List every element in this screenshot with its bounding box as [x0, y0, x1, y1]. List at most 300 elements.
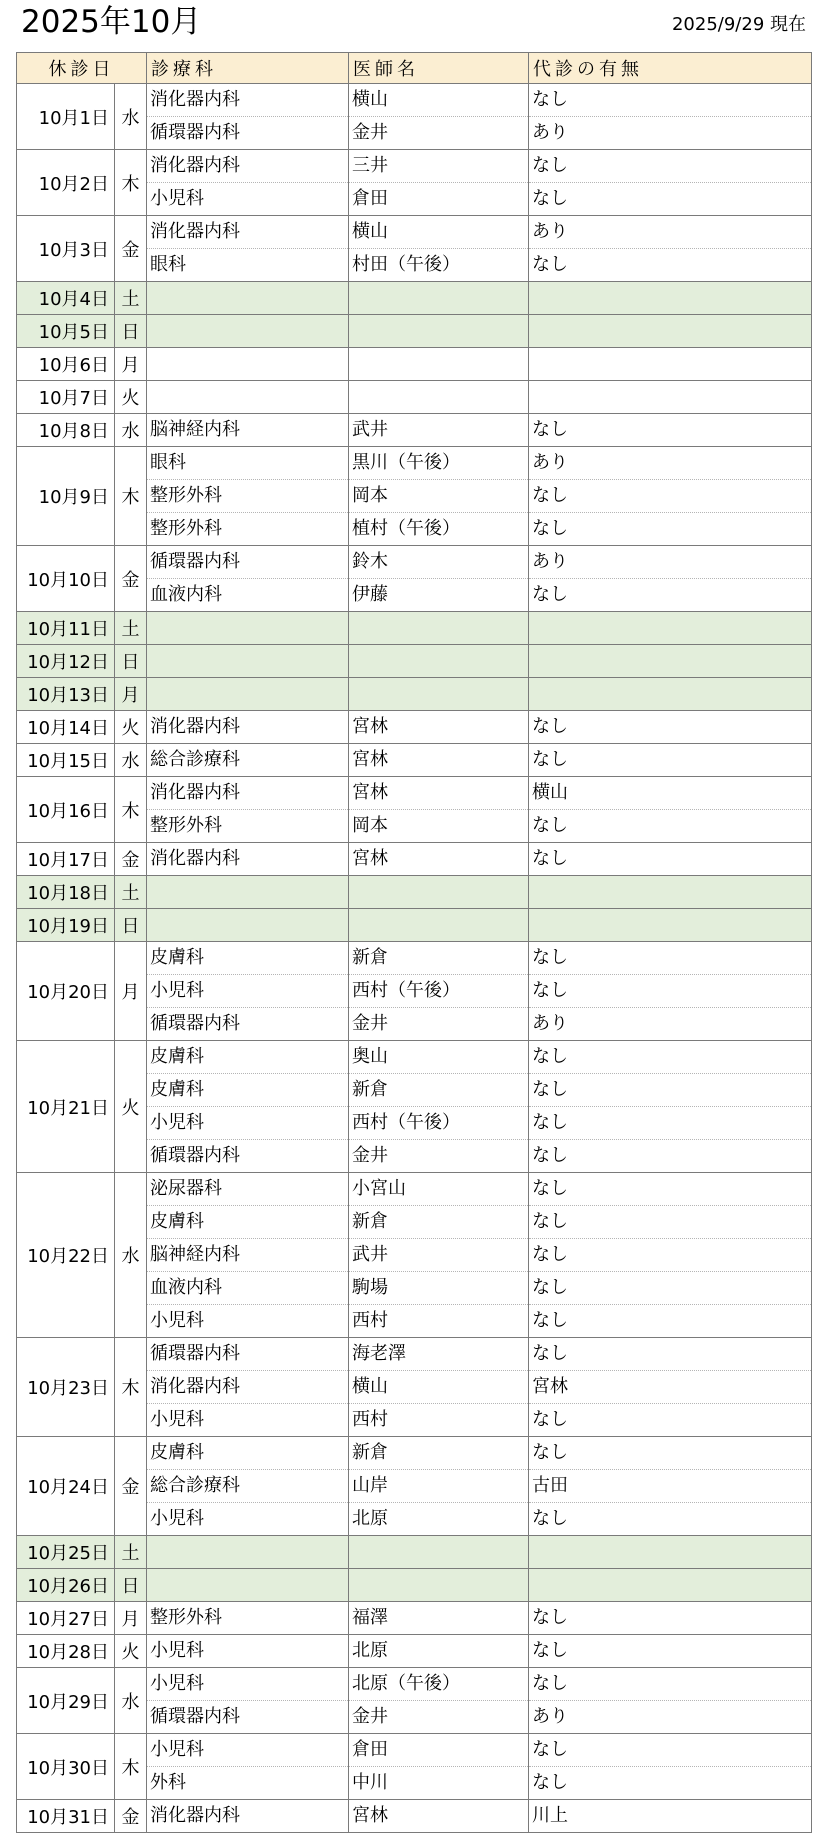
- substitute-status: なし: [529, 248, 811, 281]
- substitute-status: 川上: [532, 1805, 568, 1826]
- substitute-status: なし: [532, 1343, 568, 1364]
- substitute-status-cell: [529, 150, 812, 216]
- department-name-cell: [147, 645, 349, 678]
- substitute-status-cell: [529, 678, 812, 711]
- closure-date: 10月24日: [17, 1437, 115, 1536]
- header-date: 休診日: [17, 53, 147, 84]
- doctor-name: 鈴木: [352, 551, 388, 572]
- doctor-name: 金井: [349, 116, 528, 149]
- weekday: 水: [115, 84, 147, 150]
- weekday: 金: [115, 843, 147, 876]
- substitute-status: なし: [529, 1205, 811, 1238]
- table-row: [17, 876, 812, 909]
- substitute-status: なし: [529, 1766, 811, 1799]
- table-row: [17, 1635, 812, 1668]
- doctor-name: 駒場: [349, 1271, 528, 1304]
- substitute-status-cell: [529, 1437, 812, 1536]
- table-row: [17, 711, 812, 744]
- substitute-status: なし: [532, 1607, 568, 1628]
- department-name: 循環器内科: [147, 1700, 348, 1733]
- doctor-name: 宮林: [352, 1805, 388, 1826]
- weekday: 木: [115, 1734, 147, 1800]
- doctor-name-cell: [349, 744, 529, 777]
- doctor-name: 西村: [349, 1304, 528, 1337]
- department-name-cell: [147, 381, 349, 414]
- doctor-name-cell: [349, 1437, 529, 1536]
- substitute-status-cell: [529, 1536, 812, 1569]
- doctor-name: 福澤: [352, 1607, 388, 1628]
- closure-date: 10月19日: [17, 909, 115, 942]
- department-name-cell: [147, 1437, 349, 1536]
- department-name-cell: [147, 414, 349, 447]
- closure-date: 10月22日: [17, 1173, 115, 1338]
- substitute-status: なし: [529, 1304, 811, 1337]
- department-name-cell: [147, 348, 349, 381]
- weekday: 日: [115, 315, 147, 348]
- doctor-name: 岡本: [349, 479, 528, 512]
- table-row: [17, 282, 812, 315]
- doctor-name-cell: [349, 381, 529, 414]
- table-row: [17, 1668, 812, 1734]
- doctor-name: 宮林: [352, 749, 388, 770]
- closure-date: 10月5日: [17, 315, 115, 348]
- weekday: 土: [115, 612, 147, 645]
- department-name-cell: [147, 843, 349, 876]
- department-name: 循環器内科: [147, 1007, 348, 1040]
- weekday: 水: [115, 744, 147, 777]
- substitute-status-cell: [529, 546, 812, 612]
- weekday: 月: [115, 1602, 147, 1635]
- substitute-status: なし: [529, 1139, 811, 1172]
- doctor-name: 黒川（午後）: [352, 452, 460, 473]
- department-name: 小児科: [147, 1304, 348, 1337]
- department-name-cell: [147, 315, 349, 348]
- closure-date: 10月27日: [17, 1602, 115, 1635]
- substitute-status: 古田: [529, 1469, 811, 1502]
- department-name: 整形外科: [147, 512, 348, 545]
- as-of-date: 2025/9/29 現在: [671, 14, 806, 35]
- substitute-status: あり: [529, 116, 811, 149]
- closure-date: 10月13日: [17, 678, 115, 711]
- weekday: 月: [115, 348, 147, 381]
- department-name: 整形外科: [150, 1607, 222, 1628]
- department-name: 循環器内科: [150, 551, 240, 572]
- doctor-name-cell: [349, 282, 529, 315]
- closure-date: 10月3日: [17, 216, 115, 282]
- department-name: 小児科: [150, 1673, 204, 1694]
- substitute-status: なし: [529, 1502, 811, 1535]
- department-name: 循環器内科: [147, 116, 348, 149]
- doctor-name-cell: [349, 909, 529, 942]
- department-name-cell: [147, 711, 349, 744]
- substitute-status: なし: [532, 1673, 568, 1694]
- doctor-name: 横山: [349, 1370, 528, 1403]
- department-name: 小児科: [147, 974, 348, 1007]
- department-name: 皮膚科: [150, 1046, 204, 1067]
- department-name-cell: [147, 876, 349, 909]
- doctor-name: 新倉: [352, 947, 388, 968]
- doctor-name-cell: [349, 1041, 529, 1173]
- weekday: 日: [115, 645, 147, 678]
- weekday: 金: [115, 216, 147, 282]
- substitute-status-cell: [529, 414, 812, 447]
- doctor-name-cell: [349, 777, 529, 843]
- department-name: 整形外科: [147, 809, 348, 842]
- closure-date: 10月30日: [17, 1734, 115, 1800]
- substitute-status: なし: [532, 1178, 568, 1199]
- department-name: 外科: [147, 1766, 348, 1799]
- closure-date: 10月18日: [17, 876, 115, 909]
- doctor-name: 武井: [352, 419, 388, 440]
- substitute-status-cell: [529, 1668, 812, 1734]
- table-row: [17, 1173, 812, 1338]
- substitute-status: なし: [529, 809, 811, 842]
- substitute-status-cell: [529, 744, 812, 777]
- table-row: [17, 84, 812, 150]
- department-name-cell: [147, 1338, 349, 1437]
- substitute-status-cell: [529, 909, 812, 942]
- substitute-status-cell: [529, 1602, 812, 1635]
- doctor-name: 西村（午後）: [349, 1106, 528, 1139]
- department-name: 小児科: [147, 182, 348, 215]
- table-row: [17, 315, 812, 348]
- closure-date: 10月2日: [17, 150, 115, 216]
- doctor-name: 横山: [352, 221, 388, 242]
- department-name: 小児科: [147, 1403, 348, 1436]
- substitute-status: あり: [529, 1700, 811, 1733]
- department-name: 消化器内科: [150, 221, 240, 242]
- substitute-status: なし: [532, 1442, 568, 1463]
- department-name: 総合診療科: [147, 1469, 348, 1502]
- weekday: 土: [115, 1536, 147, 1569]
- substitute-status: なし: [532, 419, 568, 440]
- substitute-status: なし: [532, 947, 568, 968]
- department-name-cell: [147, 447, 349, 546]
- substitute-status-cell: [529, 348, 812, 381]
- department-name: 皮膚科: [150, 1442, 204, 1463]
- doctor-name-cell: [349, 942, 529, 1041]
- doctor-name: 新倉: [349, 1073, 528, 1106]
- weekday: 金: [115, 1437, 147, 1536]
- department-name: 消化器内科: [150, 848, 240, 869]
- substitute-status-cell: [529, 381, 812, 414]
- doctor-name: 西村: [349, 1403, 528, 1436]
- department-name: 皮膚科: [150, 947, 204, 968]
- doctor-name: 金井: [349, 1007, 528, 1040]
- table-row: [17, 381, 812, 414]
- substitute-status: なし: [532, 848, 568, 869]
- substitute-status: なし: [529, 578, 811, 611]
- department-name-cell: [147, 1041, 349, 1173]
- department-name: 泌尿器科: [150, 1178, 222, 1199]
- substitute-status: なし: [529, 974, 811, 1007]
- weekday: 木: [115, 777, 147, 843]
- doctor-name-cell: [349, 1536, 529, 1569]
- weekday: 火: [115, 1635, 147, 1668]
- doctor-name-cell: [349, 1800, 529, 1833]
- table-row: [17, 1437, 812, 1536]
- table-row: [17, 942, 812, 1041]
- weekday: 月: [115, 942, 147, 1041]
- substitute-status: なし: [529, 512, 811, 545]
- doctor-name-cell: [349, 216, 529, 282]
- weekday: 木: [115, 150, 147, 216]
- substitute-status-cell: [529, 447, 812, 546]
- weekday: 月: [115, 678, 147, 711]
- doctor-name-cell: [349, 1668, 529, 1734]
- substitute-status: なし: [532, 155, 568, 176]
- department-name: 消化器内科: [150, 782, 240, 803]
- header-doctor: 医師名: [349, 53, 529, 84]
- department-name-cell: [147, 84, 349, 150]
- table-row: [17, 414, 812, 447]
- substitute-status-cell: [529, 1635, 812, 1668]
- doctor-name-cell: [349, 1173, 529, 1338]
- doctor-name-cell: [349, 1338, 529, 1437]
- substitute-status-cell: [529, 1338, 812, 1437]
- substitute-status-cell: [529, 315, 812, 348]
- closure-date: 10月25日: [17, 1536, 115, 1569]
- department-name-cell: [147, 282, 349, 315]
- department-name: 小児科: [147, 1106, 348, 1139]
- department-name-cell: [147, 546, 349, 612]
- weekday: 金: [115, 1800, 147, 1833]
- substitute-status: あり: [529, 1007, 811, 1040]
- closure-schedule-table: [16, 52, 812, 1833]
- doctor-name-cell: [349, 1635, 529, 1668]
- department-name: 皮膚科: [147, 1073, 348, 1106]
- doctor-name: 海老澤: [352, 1343, 406, 1364]
- substitute-status-cell: [529, 1734, 812, 1800]
- weekday: 木: [115, 1338, 147, 1437]
- department-name-cell: [147, 612, 349, 645]
- doctor-name-cell: [349, 1602, 529, 1635]
- doctor-name-cell: [349, 84, 529, 150]
- department-name: 脳神経内科: [150, 419, 240, 440]
- doctor-name-cell: [349, 678, 529, 711]
- closure-date: 10月4日: [17, 282, 115, 315]
- table-row: [17, 1800, 812, 1833]
- substitute-status: 宮林: [529, 1370, 811, 1403]
- doctor-name-cell: [349, 447, 529, 546]
- closure-date: 10月6日: [17, 348, 115, 381]
- doctor-name: 宮林: [352, 716, 388, 737]
- department-name-cell: [147, 1602, 349, 1635]
- closure-date: 10月23日: [17, 1338, 115, 1437]
- doctor-name: 宮林: [352, 782, 388, 803]
- department-name: 眼科: [147, 248, 348, 281]
- weekday: 水: [115, 1668, 147, 1734]
- department-name-cell: [147, 942, 349, 1041]
- substitute-status-cell: [529, 612, 812, 645]
- substitute-status-cell: [529, 216, 812, 282]
- doctor-name: 伊藤: [349, 578, 528, 611]
- doctor-name: 金井: [349, 1700, 528, 1733]
- weekday: 水: [115, 414, 147, 447]
- substitute-status: 横山: [532, 782, 568, 803]
- substitute-status: なし: [529, 1106, 811, 1139]
- substitute-status-cell: [529, 1041, 812, 1173]
- department-name: 整形外科: [147, 479, 348, 512]
- table-row: [17, 645, 812, 678]
- substitute-status: なし: [532, 89, 568, 110]
- table-row: [17, 1041, 812, 1173]
- table-row: [17, 216, 812, 282]
- header-department: 診療科: [147, 53, 349, 84]
- table-row: [17, 777, 812, 843]
- closure-date: 10月31日: [17, 1800, 115, 1833]
- doctor-name: 奥山: [352, 1046, 388, 1067]
- substitute-status-cell: [529, 711, 812, 744]
- department-name: 総合診療科: [150, 749, 240, 770]
- substitute-status: なし: [532, 1739, 568, 1760]
- closure-date: 10月7日: [17, 381, 115, 414]
- department-name: 小児科: [147, 1502, 348, 1535]
- substitute-status-cell: [529, 645, 812, 678]
- closure-date: 10月12日: [17, 645, 115, 678]
- doctor-name: 植村（午後）: [349, 512, 528, 545]
- table-row: [17, 1536, 812, 1569]
- table-row: [17, 612, 812, 645]
- weekday: 火: [115, 1041, 147, 1173]
- department-name-cell: [147, 1800, 349, 1833]
- doctor-name-cell: [349, 711, 529, 744]
- doctor-name: 村田（午後）: [349, 248, 528, 281]
- table-row: [17, 909, 812, 942]
- closure-date: 10月17日: [17, 843, 115, 876]
- table-row: [17, 744, 812, 777]
- weekday: 日: [115, 909, 147, 942]
- doctor-name-cell: [349, 348, 529, 381]
- doctor-name: 横山: [352, 89, 388, 110]
- closure-date: 10月14日: [17, 711, 115, 744]
- substitute-status: なし: [532, 1640, 568, 1661]
- doctor-name: 三井: [352, 155, 388, 176]
- weekday: 土: [115, 876, 147, 909]
- page-header: [0, 0, 826, 52]
- closure-date: 10月26日: [17, 1569, 115, 1602]
- closure-date: 10月28日: [17, 1635, 115, 1668]
- department-name: 循環器内科: [150, 1343, 240, 1364]
- weekday: 木: [115, 447, 147, 546]
- schedule-body: [17, 84, 812, 1833]
- closure-date: 10月11日: [17, 612, 115, 645]
- substitute-status: あり: [532, 452, 568, 473]
- substitute-status-cell: [529, 777, 812, 843]
- weekday: 金: [115, 546, 147, 612]
- table-row: [17, 678, 812, 711]
- table-row: [17, 546, 812, 612]
- department-name: 小児科: [150, 1640, 204, 1661]
- substitute-status: なし: [532, 1046, 568, 1067]
- doctor-name-cell: [349, 645, 529, 678]
- substitute-status: なし: [529, 479, 811, 512]
- department-name: 消化器内科: [150, 155, 240, 176]
- doctor-name: 倉田: [349, 182, 528, 215]
- doctor-name: 北原: [352, 1640, 388, 1661]
- department-name: 小児科: [150, 1739, 204, 1760]
- department-name: 消化器内科: [150, 89, 240, 110]
- weekday: 日: [115, 1569, 147, 1602]
- doctor-name: 西村（午後）: [349, 974, 528, 1007]
- doctor-name: 北原（午後）: [352, 1673, 460, 1694]
- weekday: 水: [115, 1173, 147, 1338]
- doctor-name-cell: [349, 546, 529, 612]
- substitute-status: あり: [532, 551, 568, 572]
- doctor-name: 北原: [349, 1502, 528, 1535]
- closure-date: 10月29日: [17, 1668, 115, 1734]
- closure-date: 10月21日: [17, 1041, 115, 1173]
- substitute-status: あり: [532, 221, 568, 242]
- department-name-cell: [147, 1569, 349, 1602]
- department-name: 脳神経内科: [147, 1238, 348, 1271]
- weekday: 火: [115, 711, 147, 744]
- department-name-cell: [147, 909, 349, 942]
- table-row: [17, 1569, 812, 1602]
- doctor-name-cell: [349, 1569, 529, 1602]
- substitute-status-cell: [529, 282, 812, 315]
- department-name: 皮膚科: [147, 1205, 348, 1238]
- substitute-status: なし: [529, 1238, 811, 1271]
- department-name-cell: [147, 1668, 349, 1734]
- department-name: 血液内科: [147, 578, 348, 611]
- department-name: 循環器内科: [147, 1139, 348, 1172]
- header-substitute: 代診の有無: [529, 53, 812, 84]
- closure-date: 10月20日: [17, 942, 115, 1041]
- department-name: 消化器内科: [147, 1370, 348, 1403]
- substitute-status-cell: [529, 1173, 812, 1338]
- substitute-status-cell: [529, 84, 812, 150]
- doctor-name-cell: [349, 414, 529, 447]
- department-name-cell: [147, 1734, 349, 1800]
- department-name: 眼科: [150, 452, 186, 473]
- substitute-status: なし: [529, 1073, 811, 1106]
- doctor-name-cell: [349, 843, 529, 876]
- closure-date: 10月9日: [17, 447, 115, 546]
- doctor-name: 新倉: [352, 1442, 388, 1463]
- substitute-status: なし: [532, 716, 568, 737]
- substitute-status-cell: [529, 942, 812, 1041]
- closure-date: 10月16日: [17, 777, 115, 843]
- department-name: 消化器内科: [150, 716, 240, 737]
- department-name-cell: [147, 678, 349, 711]
- table-row: [17, 1602, 812, 1635]
- doctor-name: 山岸: [349, 1469, 528, 1502]
- page-title: 2025年10月: [21, 4, 202, 40]
- department-name: 消化器内科: [150, 1805, 240, 1826]
- doctor-name: 倉田: [352, 1739, 388, 1760]
- table-row: [17, 1338, 812, 1437]
- department-name-cell: [147, 1635, 349, 1668]
- substitute-status: なし: [529, 1271, 811, 1304]
- table-row: [17, 1734, 812, 1800]
- substitute-status: なし: [532, 749, 568, 770]
- substitute-status-cell: [529, 843, 812, 876]
- department-name-cell: [147, 1536, 349, 1569]
- doctor-name-cell: [349, 1734, 529, 1800]
- substitute-status-cell: [529, 876, 812, 909]
- department-name-cell: [147, 1173, 349, 1338]
- department-name-cell: [147, 744, 349, 777]
- department-name: 血液内科: [147, 1271, 348, 1304]
- doctor-name: 小宮山: [352, 1178, 406, 1199]
- department-name-cell: [147, 216, 349, 282]
- substitute-status-cell: [529, 1569, 812, 1602]
- doctor-name: 中川: [349, 1766, 528, 1799]
- substitute-status: なし: [529, 1403, 811, 1436]
- department-name-cell: [147, 150, 349, 216]
- department-name-cell: [147, 777, 349, 843]
